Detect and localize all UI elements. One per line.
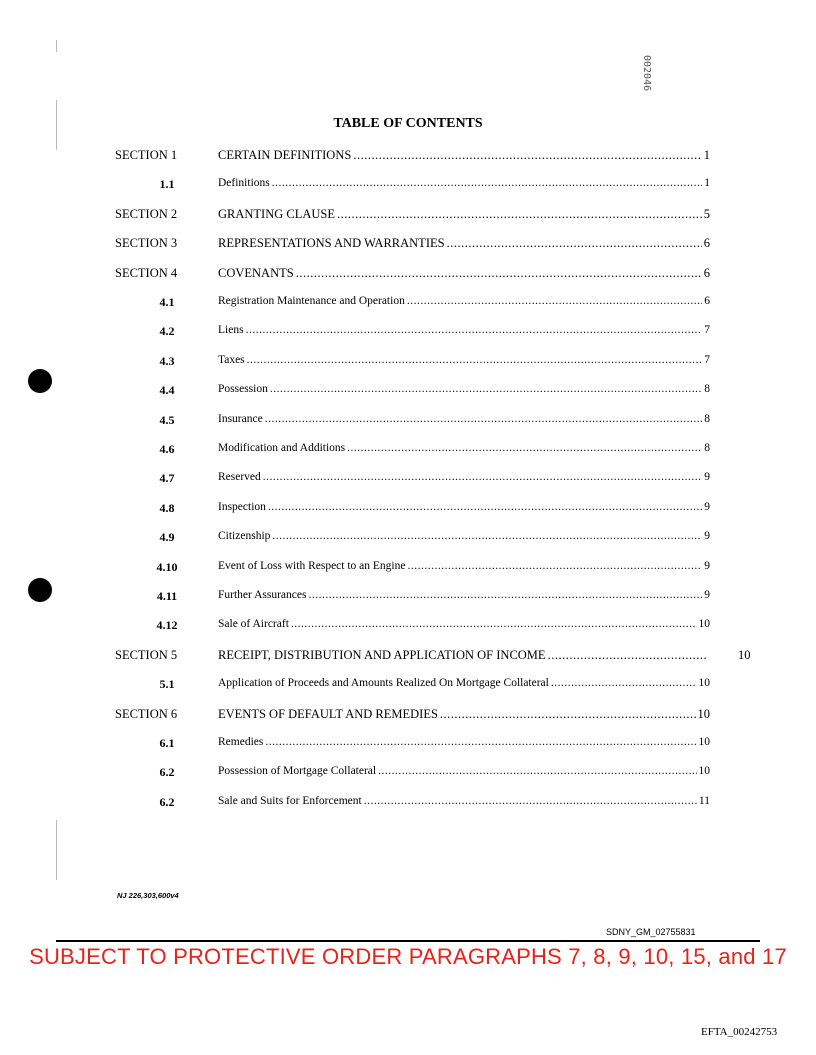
toc-page-number: 11 [698,794,710,807]
dot-leader [263,471,702,483]
toc-entry-label: COVENANTS [218,265,294,280]
toc-entry-label: Event of Loss with Respect to an Engine [218,559,406,572]
dot-leader [378,765,696,777]
toc-entry [218,736,710,748]
bates-number-bottom: EFTA_00242753 [701,1026,778,1038]
toc-page-number: 10 [698,677,710,690]
toc-entry-number: 4.10 [156,559,178,574]
toc-entry [218,618,710,630]
dot-leader [296,266,702,281]
toc-subsection-row [0,501,816,521]
toc-entry-number: 4.1 [159,295,175,309]
dot-leader [353,148,701,163]
toc-entry [218,765,710,777]
toc-page-number: 6 [703,236,710,251]
toc-subsection-row [0,736,816,756]
toc-entry-number: SECTION 2 [115,206,178,221]
toc-subsection-row [0,354,816,374]
protective-order-notice: SUBJECT TO PROTECTIVE ORDER PARAGRAPHS 7, 8, 9, 10, 15, and 17 [29,944,787,969]
toc-entry-label: Application of Proceeds and Amounts Realized On Mortgage Collateral [218,677,549,690]
toc-section-row [0,707,816,727]
scan-mark [56,40,57,52]
bates-number-top: SDNY_GM_02755831 [606,927,696,937]
toc-section-row [0,266,816,286]
toc-entry-label: Registration Maintenance and Operation [218,295,405,307]
toc-entry [218,354,710,366]
dot-leader [272,177,703,189]
toc-page-number: 8 [704,412,710,425]
toc-entry-label: Modification and Additions [218,442,346,454]
toc-entry [218,413,710,425]
footer-rule [56,940,760,942]
toc-subsection-row [0,560,816,580]
toc-subsection-row [0,765,816,785]
toc-entry-number: SECTION 4 [115,265,178,280]
toc-subsection-row [0,618,816,638]
toc-entry [218,795,710,807]
toc-page-number: 6 [703,265,710,280]
toc-subsection-row [0,383,816,403]
toc-entry [218,677,710,689]
dot-leader [308,589,702,601]
page-title: TABLE OF CONTENTS [333,116,483,131]
dot-leader [551,677,697,689]
toc-subsection-row [0,530,816,550]
toc-entry [218,560,710,572]
toc-entry-label: Insurance [218,412,263,425]
toc-entry-label: Taxes [218,353,245,366]
toc-entry-label: Sale and Suits for Enforcement [218,794,362,807]
section-5-page-number: 10 [738,647,751,662]
dot-leader [270,383,702,395]
dot-leader [246,324,703,336]
punch-hole-mark [28,369,52,393]
dot-leader [407,295,702,307]
toc-page-number: 9 [704,500,710,513]
toc-page-number: 10 [698,765,710,778]
toc-entry [218,648,710,663]
dot-leader [268,501,702,513]
dot-leader [548,648,708,663]
toc-entry [218,383,710,395]
toc-subsection-row [0,324,816,344]
toc-entry [218,236,710,251]
punch-hole-mark [28,578,52,602]
toc-entry-number: 5.1 [159,677,175,692]
toc-page-number: 8 [704,442,710,454]
toc-section-row [0,207,816,227]
dot-leader [364,795,697,807]
toc-entry-number: 4.2 [159,324,175,339]
toc-entry [218,266,710,281]
toc-entry-number: 4.11 [156,589,178,603]
toc-section-row [0,148,816,168]
dot-leader [447,236,702,251]
toc-page-number: 7 [704,324,710,337]
toc-entry-number: SECTION 1 [115,148,178,162]
toc-entry-number: 1.1 [159,177,175,192]
toc-entry [218,207,710,222]
toc-page-number: 9 [704,530,710,543]
dot-leader [265,413,703,425]
toc-page-number: 5 [703,206,710,221]
toc-entry-number: 4.8 [159,500,175,515]
toc-subsection-row [0,177,816,197]
dot-leader [265,736,696,748]
toc-entry [218,707,710,722]
toc-page-number: 10 [698,736,710,748]
toc-entry-number: 4.5 [159,412,175,427]
toc-entry [218,177,710,189]
toc-subsection-row [0,795,816,815]
toc-entry-label: EVENTS OF DEFAULT AND REMEDIES [218,706,438,721]
dot-leader [347,442,702,454]
toc-page-number: 10 [698,618,710,631]
toc-entry-number: 6.2 [159,794,175,809]
toc-page-number: 9 [704,471,710,484]
toc-subsection-row [0,413,816,433]
document-code: NJ 226,303,600v4 [117,891,179,900]
toc-entry-label: Remedies [218,736,264,748]
toc-entry-number: 6.2 [159,765,175,780]
toc-page-number: 10 [697,706,710,721]
toc-entry-label: Possession [218,383,268,396]
toc-entry-label: Further Assurances [218,589,307,601]
toc-entry-label: Citizenship [218,530,271,543]
page-stamp: 002046 [641,55,652,92]
dot-leader [337,207,702,222]
toc-entry-number: 4.6 [159,442,175,456]
toc-entry-label: REPRESENTATIONS AND WARRANTIES [218,236,445,251]
toc-entry-number: SECTION 6 [115,706,178,721]
toc-entry-label: Inspection [218,500,266,513]
toc-entry-number: SECTION 5 [115,647,178,662]
toc-entry [218,501,710,513]
toc-entry [218,324,710,336]
toc-entry-number: 4.4 [159,383,175,398]
toc-subsection-row [0,677,816,697]
toc-page-number: 6 [704,295,710,307]
dot-leader [291,618,697,630]
toc-section-row [0,236,816,256]
toc-entry-label: Sale of Aircraft [218,618,289,631]
toc-subsection-row [0,471,816,491]
toc-entry-label: Definitions [218,177,270,190]
toc-entry-number: 4.3 [159,353,175,368]
toc-entry-label: Liens [218,324,244,337]
toc-page-number: 9 [704,589,710,601]
toc-page-number: 1 [703,148,710,162]
toc-entry-label: Possession of Mortgage Collateral [218,765,377,778]
toc-entry-number: 4.9 [159,530,175,545]
scan-mark [56,820,57,880]
toc-entry-number: SECTION 3 [115,236,178,251]
toc-entry [218,148,710,163]
toc-entry [218,589,710,601]
toc-entry [218,471,710,483]
toc-section-row [0,648,816,668]
dot-leader [407,560,702,572]
dot-leader [440,707,696,722]
toc-page-number: 7 [704,353,710,366]
toc-entry [218,442,710,454]
toc-page-number: 9 [704,559,710,572]
dot-leader [247,354,703,366]
toc-subsection-row [0,442,816,462]
toc-entry-number: 4.7 [159,471,175,486]
toc-entry-label: GRANTING CLAUSE [218,206,336,221]
toc-entry-label: RECEIPT, DISTRIBUTION AND APPLICATION OF INCOME [218,647,546,662]
toc-subsection-row [0,589,816,609]
toc-page-number: 1 [704,177,710,190]
toc-entry-label: Reserved [218,471,261,484]
toc-page-number: 8 [704,383,710,396]
toc-entry-label: CERTAIN DEFINITIONS [218,148,352,162]
dot-leader [272,530,702,542]
toc-entry [218,530,710,542]
toc-entry-number: 6.1 [159,736,175,750]
toc-entry-number: 4.12 [156,618,178,633]
toc-entry [218,295,710,307]
toc-subsection-row [0,295,816,315]
